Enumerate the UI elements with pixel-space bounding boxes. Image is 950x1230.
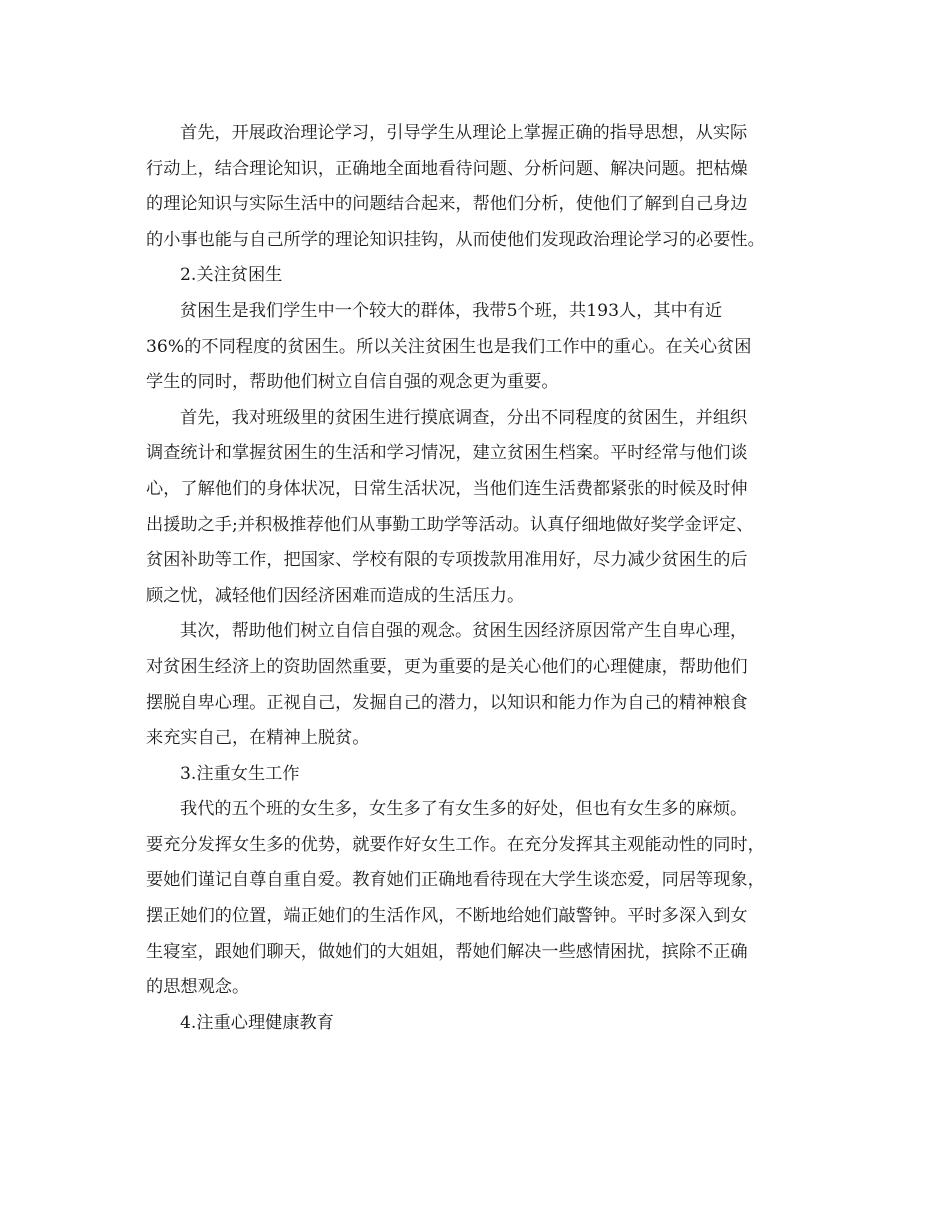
text-line: 摆脱自卑心理。正视自己，发掘自己的潜力，以知识和能力作为自己的精神粮食 (146, 692, 748, 713)
text-line: 对贫困生经济上的资助固然重要，更为重要的是关心他们的心理健康，帮助他们 (146, 656, 748, 677)
text-line: 心，了解他们的身体状况，日常生活状况，当他们连生活费都紧张的时候及时伸 (146, 478, 748, 499)
text-line: 的理论知识与实际生活中的问题结合起来，帮他们分析，使他们了解到自己身边 (146, 194, 748, 215)
text-line: 要她们谨记自尊自重自爱。教育她们正确地看待现在大学生谈恋爱，同居等现象， (146, 870, 765, 891)
text-line: 其次，帮助他们树立自信自强的观念。贫困生因经济原因常产生自卑心理， (180, 621, 748, 642)
text-line: 摆正她们的位置，端正她们的生活作风，不断地给她们敲警钟。平时多深入到女 (146, 906, 748, 927)
text-line: 首先，我对班级里的贫困生进行摸底调查，分出不同程度的贫困生，并组织 (180, 407, 748, 428)
text-line: 贫困补助等工作，把国家、学校有限的专项拨款用准用好，尽力减少贫困生的后 (146, 550, 748, 571)
section-heading: 4.注重心理健康教育 (180, 1012, 334, 1033)
text-line: 贫困生是我们学生中一个较大的群体，我带5个班，共193人，其中有近 (180, 300, 723, 321)
text-line: 出援助之手;并积极推荐他们从事勤工助学等活动。认真仔细地做好奖学金评定、 (146, 514, 754, 535)
text-line: 来充实自己，在精神上脱贫。 (146, 728, 370, 749)
text-line: 的小事也能与自己所学的理论知识挂钩，从而使他们发现政治理论学习的必要性。 (146, 229, 765, 250)
text-line: 首先，开展政治理论学习，引导学生从理论上掌握正确的指导思想，从实际 (180, 123, 748, 143)
text-line: 要充分发挥女生多的优势，就要作好女生工作。在充分发挥其主观能动性的同时， (146, 834, 765, 855)
text-line: 的思想观念。 (146, 977, 250, 998)
section-heading: 2.关注贫困生 (180, 265, 283, 286)
section-heading: 3.注重女生工作 (180, 763, 300, 784)
text-line: 顾之忧，减轻他们因经济困难而造成的生活压力。 (146, 585, 525, 606)
text-line: 36%的不同程度的贫困生。所以关注贫困生也是我们工作中的重心。在关心贫困 (146, 336, 752, 357)
text-line: 我代的五个班的女生多，女生多了有女生多的好处，但也有女生多的麻烦。 (180, 799, 748, 820)
document-body (146, 116, 808, 1041)
text-line: 行动上，结合理论知识，正确地全面地看待问题、分析问题、解决问题。把枯燥 (146, 158, 748, 179)
text-line: 调查统计和掌握贫困生的生活和学习情况，建立贫困生档案。平时经常与他们谈 (146, 443, 748, 464)
text-line: 生寝室，跟她们聊天，做她们的大姐姐，帮她们解决一些感情困扰，摈除不正确 (146, 941, 748, 962)
text-line: 学生的同时，帮助他们树立自信自强的观念更为重要。 (146, 372, 559, 393)
